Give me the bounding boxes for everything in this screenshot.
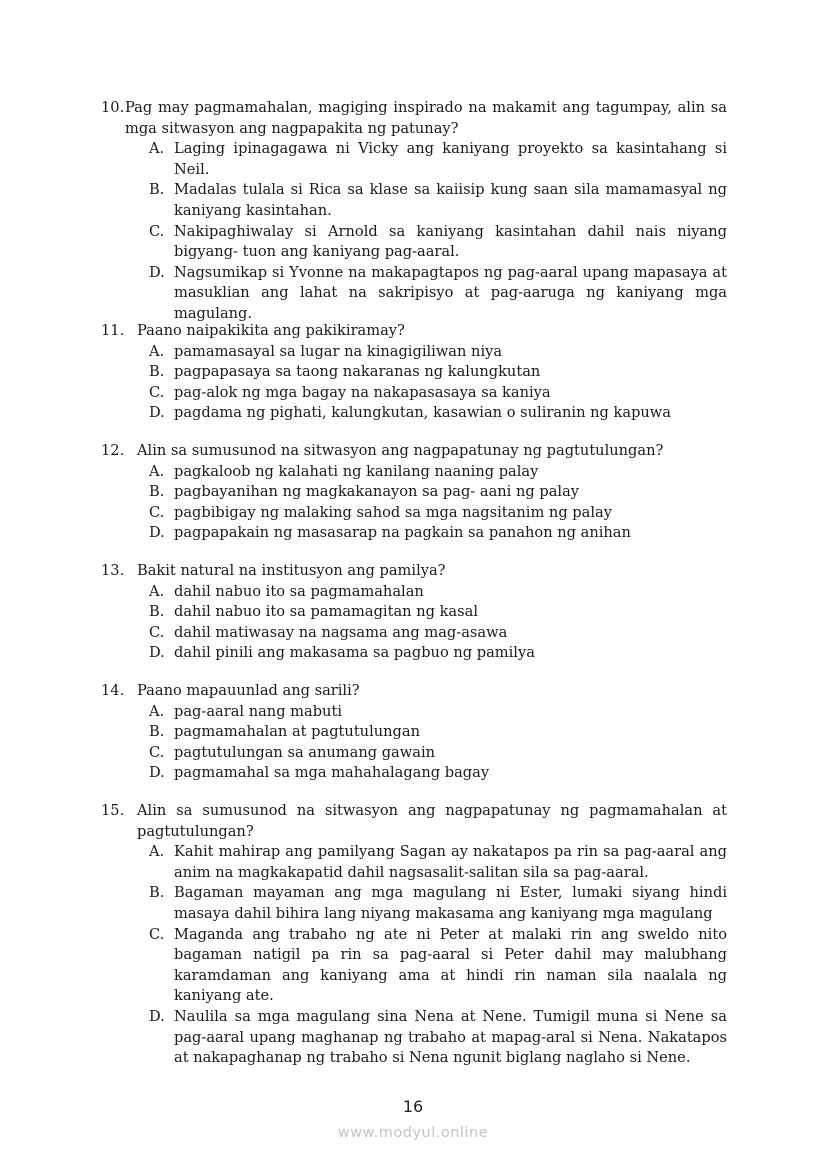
option-letter: C. — [149, 503, 165, 521]
option-letter: D. — [149, 404, 165, 422]
question-13 — [101, 561, 727, 664]
option-text: Laging ipinagagawa ni Vicky ang kaniyang proyekto sa kasintahang si Neil. — [174, 140, 727, 178]
option-letter: C. — [149, 222, 165, 240]
options-list — [101, 342, 727, 424]
question-stem — [101, 801, 727, 842]
option-letter: A. — [149, 462, 165, 480]
option-text: pagkaloob ng kalahati ng kanilang naaning palay — [174, 462, 539, 480]
question-number: 13. — [101, 562, 125, 579]
question-text: Paano naipakikita ang pakikiramay? — [137, 322, 405, 339]
option-text: pag-alok ng mga bagay na nakapasasaya sa kaniya — [174, 383, 551, 401]
option-letter: C. — [149, 743, 165, 761]
options-list — [101, 702, 727, 784]
option-letter: A. — [149, 140, 165, 158]
option-b — [101, 602, 727, 623]
question-14 — [101, 681, 727, 784]
option-letter: C. — [149, 383, 165, 401]
question-text: Alin sa sumusunod na sitwasyon ang nagpapatunay ng pagtutulungan? — [137, 442, 664, 459]
question-text: Alin sa sumusunod na sitwasyon ang nagpapatunay ng pagmamahalan at pagtutulungan? — [137, 802, 727, 840]
option-c — [101, 925, 727, 1007]
option-c — [101, 383, 727, 404]
question-10 — [101, 98, 727, 325]
option-b — [101, 722, 727, 743]
question-15 — [101, 801, 727, 1069]
option-text: Naulila sa mga magulang sina Nena at Nene. Tumigil muna si Nene sa pag-aaral upang maghanap ng trabaho at mapag-aral si Nena. Nakatapos at nakapaghanap ng trabaho si Nena ngunit biglang naglaho si Nene. — [174, 1007, 727, 1067]
option-letter: B. — [149, 483, 165, 501]
option-letter: B. — [149, 181, 165, 199]
question-11 — [101, 321, 727, 424]
option-text: pagpapakain ng masasarap na pagkain sa panahon ng anihan — [174, 524, 631, 542]
option-text: dahil pinili ang makasama sa pagbuo ng pamilya — [174, 644, 535, 662]
option-letter: B. — [149, 723, 165, 741]
option-text: dahil nabuo ito sa pamamagitan ng kasal — [174, 603, 478, 621]
option-c — [101, 222, 727, 263]
option-text: pagtutulungan sa anumang gawain — [174, 743, 436, 761]
question-stem — [101, 681, 727, 702]
option-text: Kahit mahirap ang pamilyang Sagan ay nakatapos pa rin sa pag-aaral ang anim na magkakapatid dahil nagsasalit-salitan sila sa pag-aaral. — [174, 843, 727, 881]
option-d — [101, 523, 727, 544]
options-list — [101, 139, 727, 324]
question-text: Bakit natural na institusyon ang pamilya? — [137, 562, 446, 579]
option-text: pagdama ng pighati, kalungkutan, kasawian o suliranin ng kapuwa — [174, 404, 671, 422]
page-number: 16 — [402, 1097, 424, 1116]
option-letter: C. — [149, 623, 165, 641]
option-letter: D. — [149, 1007, 165, 1025]
question-number: 10. — [101, 99, 125, 116]
option-letter: A. — [149, 582, 165, 600]
option-d — [101, 403, 727, 424]
question-12 — [101, 441, 727, 544]
option-a — [101, 582, 727, 603]
question-number: 12. — [101, 442, 125, 459]
option-text: pag-aaral nang mabuti — [174, 702, 342, 720]
option-letter: D. — [149, 263, 165, 281]
option-text: pamamasayal sa lugar na kinagigiliwan niya — [174, 342, 503, 360]
option-a — [101, 139, 727, 180]
question-number: 14. — [101, 682, 125, 699]
option-a — [101, 342, 727, 363]
option-letter: D. — [149, 524, 165, 542]
option-c — [101, 503, 727, 524]
options-list — [101, 842, 727, 1069]
option-letter: A. — [149, 702, 165, 720]
options-list — [101, 462, 727, 544]
option-b — [101, 482, 727, 503]
options-list — [101, 582, 727, 664]
option-d — [101, 763, 727, 784]
option-d — [101, 643, 727, 664]
option-text: pagbibigay ng malaking sahod sa mga nagsitanim ng palay — [174, 503, 612, 521]
question-stem — [101, 98, 727, 139]
question-number: 11. — [101, 322, 125, 339]
option-b — [101, 883, 727, 924]
option-text: Madalas tulala si Rica sa klase sa kaiisip kung saan sila mamamasyal ng kaniyang kasintahan. — [174, 181, 727, 219]
option-c — [101, 623, 727, 644]
option-text: Maganda ang trabaho ng ate ni Peter at malaki rin ang sweldo nito bagaman natigil pa rin sa pag-aaral si Peter dahil may malubhang karamdaman ang kaniyang ama at hindi rin naman sila naalala ng kaniyang ate. — [174, 925, 727, 1005]
option-text: pagpapasaya sa taong nakaranas ng kalungkutan — [174, 363, 541, 381]
option-text: dahil matiwasay na nagsama ang mag-asawa — [174, 623, 508, 641]
option-a — [101, 842, 727, 883]
question-stem — [101, 561, 727, 582]
option-letter: D. — [149, 644, 165, 662]
question-text: Paano mapauunlad ang sarili? — [137, 682, 360, 699]
option-text: Bagaman mayaman ang mga magulang ni Ester, lumaki siyang hindi masaya dahil bihira lang niyang makasama ang kaniyang mga magulang — [174, 884, 727, 922]
option-text: pagbayanihan ng magkakanayon sa pag- aani ng palay — [174, 483, 580, 501]
question-number: 15. — [101, 802, 125, 819]
option-a — [101, 702, 727, 723]
option-b — [101, 180, 727, 221]
question-stem — [101, 321, 727, 342]
question-text: Pag may pagmamahalan, magiging inspirado na makamit ang tagumpay, alin sa mga sitwasyon ang nagpapakita ng patunay? — [125, 99, 727, 137]
option-letter: A. — [149, 342, 165, 360]
watermark: www.modyul.online — [337, 1125, 489, 1141]
option-letter: B. — [149, 363, 165, 381]
option-text: dahil nabuo ito sa pagmamahalan — [174, 582, 424, 600]
option-letter: B. — [149, 603, 165, 621]
option-text: pagmamahalan at pagtutulungan — [174, 723, 420, 741]
option-letter: D. — [149, 764, 165, 782]
option-letter: B. — [149, 884, 165, 902]
option-text: Nakipaghiwalay si Arnold sa kaniyang kasintahan dahil nais niyang bigyang- tuon ang kaniyang pag-aaral. — [174, 222, 727, 261]
option-a — [101, 462, 727, 483]
option-b — [101, 362, 727, 383]
option-c — [101, 743, 727, 764]
option-d — [101, 1007, 727, 1069]
option-d — [101, 263, 727, 325]
question-stem — [101, 441, 727, 462]
option-text: Nagsumikap si Yvonne na makapagtapos ng pag-aaral upang mapasaya at masuklian ang lahat na sakripisyo at pag-aaruga ng kaniyang mga magulang. — [174, 263, 727, 322]
option-text: pagmamahal sa mga mahahalagang bagay — [174, 764, 490, 782]
option-letter: C. — [149, 925, 165, 943]
option-letter: A. — [149, 843, 165, 861]
